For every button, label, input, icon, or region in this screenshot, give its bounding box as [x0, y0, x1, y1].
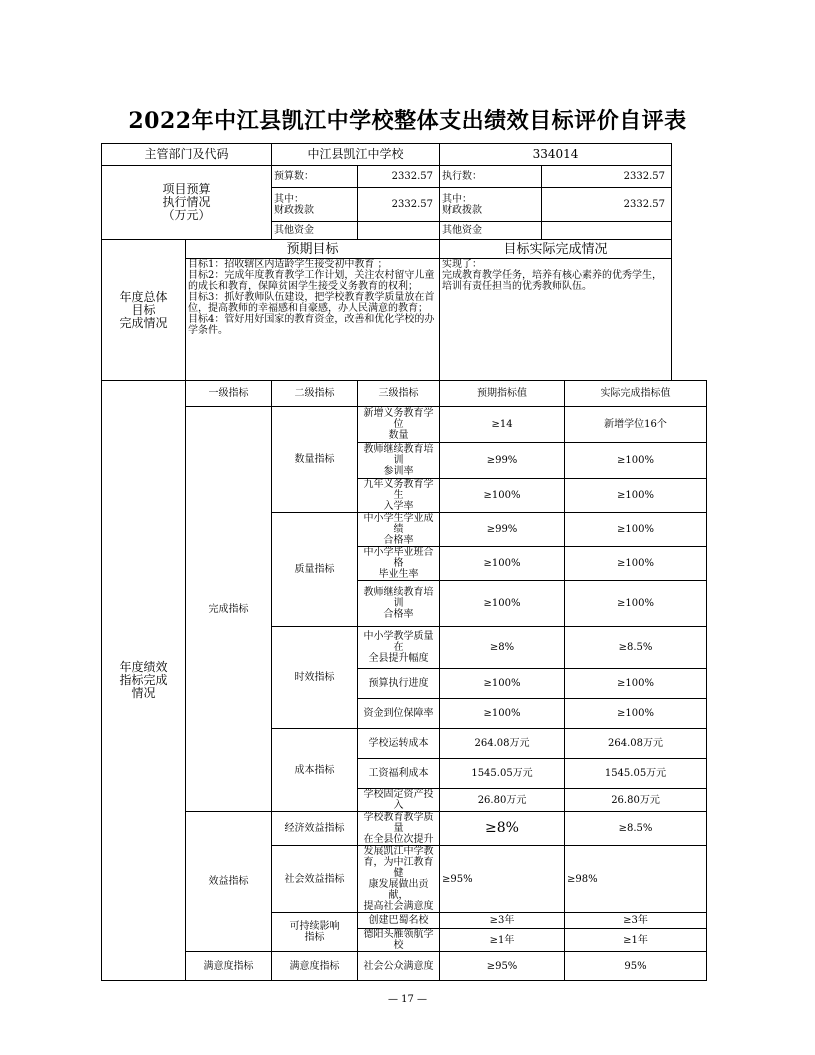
indicator-name: 德阳头雁领航学校 [358, 929, 440, 952]
level2-social: 社会效益指标 [272, 846, 358, 913]
level1-benefit: 效益指标 [186, 812, 272, 952]
fiscal-budget: 2332.57 [358, 188, 440, 222]
fiscal-label: 其中： 财政拨款 [272, 188, 358, 222]
level2-quantity: 数量指标 [272, 407, 358, 513]
expected-value: ≥3年 [440, 913, 565, 929]
goal-item: 目标1：招收辖区内适龄学生接受初中教育 ； [188, 259, 388, 270]
expected-value: ≥100% [440, 669, 565, 699]
indicator-name: 学校运转成本 [358, 729, 440, 759]
actual-value: 26.80万元 [565, 789, 707, 812]
expected-value: ≥100% [440, 699, 565, 729]
budget-amount-label: 预算数： [272, 166, 358, 188]
expected-value: 26.80万元 [440, 789, 565, 812]
col-header-level1: 一级指标 [186, 381, 272, 407]
actual-value: ≥98% [565, 846, 707, 913]
col-header-actual: 实际完成指标值 [565, 381, 707, 407]
actual-value: 95% [565, 952, 707, 981]
table-row [102, 407, 707, 443]
expected-value: ≥8% [440, 627, 565, 669]
indicator-name: 中小学毕业班合格 毕业生率 [358, 547, 440, 581]
level2-economic: 经济效益指标 [272, 812, 358, 846]
indicator-name: 工资福利成本 [358, 759, 440, 789]
goal-item: 目标3：抓好教师队伍建设，把学校教育教学质量放在首位，提高教师的幸福感和自豪感，办人民满意的教育； [188, 292, 435, 314]
level1-completion: 完成指标 [186, 407, 272, 812]
expected-value: ≥95% [440, 846, 565, 913]
indicator-name: 九年义务教育学生 入学率 [358, 479, 440, 513]
actual-value: ≥1年 [565, 929, 707, 952]
expected-value: ≥99% [440, 513, 565, 547]
indicator-name: 学校固定资产投入 [358, 789, 440, 812]
fiscal-exec-label: 其中： 财政拨款 [440, 188, 542, 222]
other-funds-budget [358, 222, 440, 240]
table-row [102, 952, 707, 981]
actual-value: ≥100% [565, 547, 707, 581]
expected-goals [186, 259, 440, 381]
indicator-name: 教师继续教育培训 合格率 [358, 581, 440, 627]
indicator-name: 社会公众满意度 [358, 952, 440, 981]
level2-quality: 质量指标 [272, 513, 358, 627]
col-header-level2: 二级指标 [272, 381, 358, 407]
indicator-name: 教师继续教育培训 参训率 [358, 443, 440, 479]
other-funds-exec [542, 222, 672, 240]
expected-value: 264.08万元 [440, 729, 565, 759]
expected-value: ≥8% [440, 812, 565, 846]
expected-value: ≥14 [440, 407, 565, 443]
indicator-name: 资金到位保障率 [358, 699, 440, 729]
goal-item: 目标2：完成年度教育教学工作计划，关注农村留守儿童的成长和教育，保障贫困学生接受义务教育的权利； [188, 270, 435, 292]
indicator-name: 发展凯江中学教 育，为中江教育健 康发展做出贡献， 提高社会满意度 [358, 846, 440, 913]
actual-value: ≥100% [565, 443, 707, 479]
expected-value: ≥1年 [440, 929, 565, 952]
actual-value: 新增学位16个 [565, 407, 707, 443]
indicator-name: 新增义务教育学位 数量 [358, 407, 440, 443]
actual-value: ≥100% [565, 669, 707, 699]
other-funds-exec-label: 其他资金 [440, 222, 542, 240]
level2-satisfaction: 满意度指标 [272, 952, 358, 981]
actual-goal-header: 目标实际完成情况 [440, 240, 672, 259]
indicator-name: 中小学生学业成绩 合格率 [358, 513, 440, 547]
other-funds-label: 其他资金 [272, 222, 358, 240]
expected-value: ≥99% [440, 443, 565, 479]
actual-value: ≥100% [565, 581, 707, 627]
actual-value: ≥100% [565, 513, 707, 547]
level2-timeliness: 时效指标 [272, 627, 358, 729]
expected-value: 1545.05万元 [440, 759, 565, 789]
actual-value: ≥8.5% [565, 627, 707, 669]
actual-value: ≥8.5% [565, 812, 707, 846]
page-title: 2022年中江县凯江中学校整体支出绩效目标评价自评表 [128, 108, 687, 134]
fiscal-exec: 2332.57 [542, 188, 672, 222]
expected-value: ≥100% [440, 547, 565, 581]
indicator-name: 学校教育教学质量 在全县位次提升 [358, 812, 440, 846]
indicator-name: 创建巴蜀名校 [358, 913, 440, 929]
actual-value: 264.08万元 [565, 729, 707, 759]
actual-goals: 实现了： 完成教育教学任务，培养有核心素养的优秀学生，培训有责任担当的优秀教师队伍。 [440, 259, 672, 381]
col-header-expected: 预期指标值 [440, 381, 565, 407]
budget-amount: 2332.57 [358, 166, 440, 188]
actual-value: 1545.05万元 [565, 759, 707, 789]
table-row [102, 812, 707, 846]
exec-amount: 2332.57 [542, 166, 672, 188]
expected-value: ≥100% [440, 479, 565, 513]
actual-value: ≥3年 [565, 913, 707, 929]
level1-satisfaction: 满意度指标 [186, 952, 272, 981]
indicator-name: 预算执行进度 [358, 669, 440, 699]
level2-cost: 成本指标 [272, 729, 358, 812]
expected-value: ≥95% [440, 952, 565, 981]
col-header-level3: 三级指标 [358, 381, 440, 407]
annual-goal-label: 年度总体 目标 完成情况 [102, 240, 186, 381]
goal-item: 目标4：管好用好国家的教育资金，改善和优化学校的办学条件。 [188, 314, 435, 336]
budget-label: 项目预算 执行情况 （万元） [102, 166, 272, 240]
expected-goal-header: 预期目标 [186, 240, 440, 259]
actual-value: ≥100% [565, 479, 707, 513]
expected-value: ≥100% [440, 581, 565, 627]
dept-label: 主管部门及代码 [102, 144, 272, 166]
dept-code: 334014 [440, 144, 672, 166]
dept-name: 中江县凯江中学校 [272, 144, 440, 166]
exec-amount-label: 执行数： [440, 166, 542, 188]
page-number: — 17 — [387, 994, 428, 1005]
indicator-name: 中小学教学质量在 全县提升幅度 [358, 627, 440, 669]
level2-sustainable: 可持续影响 指标 [272, 913, 358, 952]
actual-value: ≥100% [565, 699, 707, 729]
evaluation-table [101, 143, 707, 981]
indicator-section-label: 年度绩效 指标完成 情况 [102, 381, 186, 981]
